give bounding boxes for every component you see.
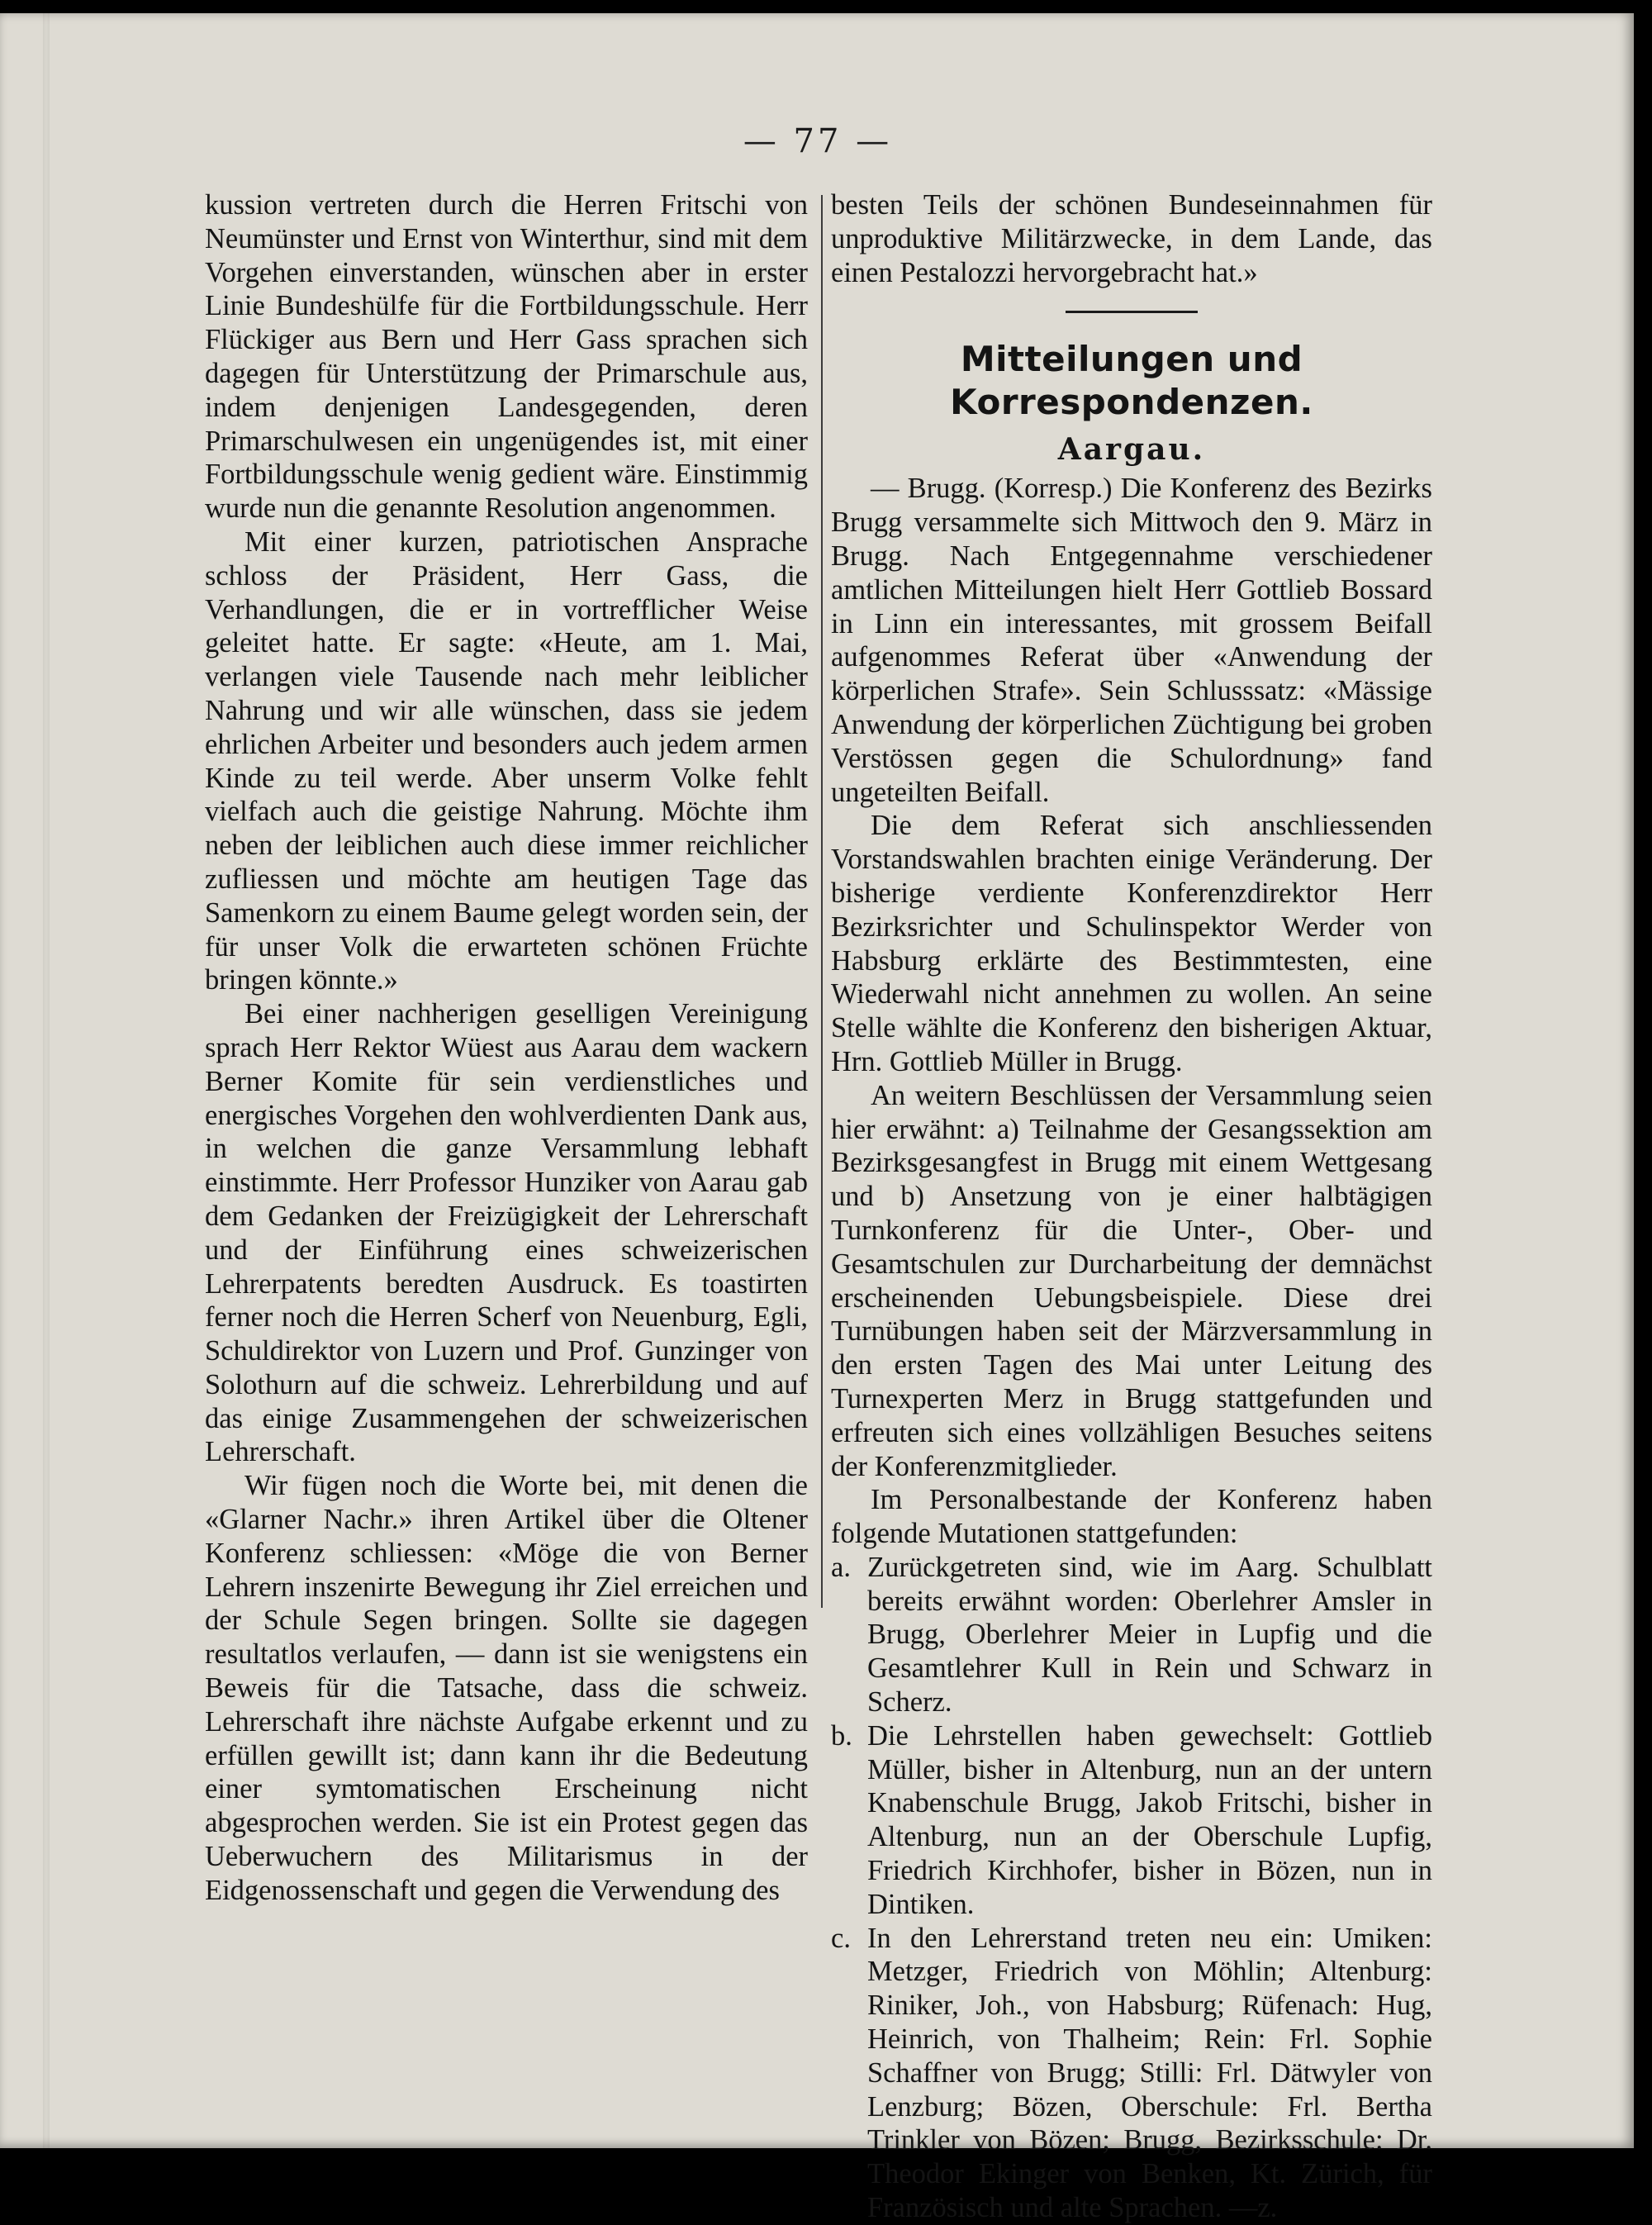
list-item <box>831 1719 1432 1922</box>
subsection-title: Aargau. <box>1057 432 1206 468</box>
paragraph: kussion vertreten durch die Herren Fritschi von Neumünster und Ernst von Winterthur, sind mit dem Vorgehen einverstanden, wünschen aber in erster Linie Bundeshülfe für die Fortbildungsschule. Herr Flückiger aus Bern und Herr Gass sprachen sich dagegen für Unterstützung der Primarschule aus, indem denjenigen Landesgegenden, deren Primarschulwesen ein ungenügendes ist, mit einer Fortbildungsschule wenig gedient wäre. Einstimmig wurde nun die genannte Resolution angenommen. <box>205 189 808 525</box>
list-text: In den Lehrerstand treten neu ein: Umiken: Metzger, Friedrich von Möhlin; Altenburg: Riniker, Joh., von Habsburg; Rüfenach: Hug, Heinrich, von Thalheim; Rein: Frl. Sophie Schaffner von Brugg; Stilli: Frl. Dätwyler von Lenzburg; Bözen, Oberschule: Frl. Bertha Trinkler von Bözen; Brugg, Bezirksschule: Dr. Theodor Ekinger von Benken, Kt. Zürich, für Französisch und alte Sprachen. —z. <box>867 1922 1432 2224</box>
page-number: — 77 — <box>743 122 893 160</box>
list-text: Die Lehrstellen haben gewechselt: Gottlieb Müller, bisher in Altenburg, nun an der untern Knabenschule Brugg, Jakob Fritschi, bisher in Altenburg, nun an der Oberschule Lupfig, Friedrich Kirchhofer, bisher in Bözen, nun in Dintiken. <box>867 1719 1432 1920</box>
list-marker: b. <box>831 1719 852 1752</box>
list-text: Zurückgetreten sind, wie im Aarg. Schulblatt bereits erwähnt worden: Oberlehrer Amsler in Brugg, Oberlehrer Meier in Lupfig und die Gesamtlehrer Kull in Rein und Schwarz in Scherz. <box>867 1551 1432 1719</box>
paragraph: Im Personalbestande der Konferenz haben folgende Mutationen stattgefunden: <box>831 1484 1432 1550</box>
paragraph-continuation: besten Teils der schönen Bundeseinnahmen für unproduktive Militärzwecke, in dem Lande, das einen Pestalozzi hervorgebracht hat.» <box>831 189 1432 288</box>
list-item <box>831 1551 1432 1719</box>
column-divider <box>821 195 823 1608</box>
section-title: Mitteilungen und Korrespondenzen. <box>950 339 1313 423</box>
paragraph: Wir fügen noch die Worte bei, mit denen die «Glarner Nachr.» ihren Artikel über die Oltener Konferenz schliessen: «Möge die von Berner Lehrern inszenirte Bewegung ihr Ziel erreichen und der Schule Segen bringen. Sollte sie dagegen resultatlos verlaufen, — dann ist sie wenigstens ein Beweis für die Tatsache, dass die schweiz. Lehrerschaft ihre nächste Aufgabe erkennt und zu erfüllen gewillt ist; dann kann ihr die Bedeutung einer symtomatischen Erscheinung nicht abgesprochen werden. Sie ist ein Protest gegen das Ueberwuchern des Militarismus in der Eidgenossenschaft und gegen die Verwendung des <box>205 1470 808 1906</box>
left-column <box>205 188 808 1908</box>
binding-fold <box>43 13 50 2148</box>
list-marker: c. <box>831 1922 851 1954</box>
paragraph: — Brugg. (Korresp.) Die Konferenz des Bezirks Brugg versammelte sich Mittwoch den 9. März in Brugg. Nach Entgegennahme verschiedener amtlichen Mitteilungen hielt Herr Gottlieb Bossard in Linn ein interessantes, mit grossem Beifall aufgenommes Referat über «Anwendung der körperlichen Strafe». Sein Schlusssatz: «Mässige Anwendung der körperlichen Züchtigung bei groben Verstössen gegen die Schulordnung» fand ungeteilten Beifall. <box>831 473 1432 808</box>
paragraph: Die dem Referat sich anschliessenden Vorstandswahlen brachten einige Veränderung. Der bisherige verdiente Konferenzdirektor Herr Bezirksrichter und Schulinspektor Werder von Habsburg erklärte des Bestimmtesten, eine Wiederwahl nicht annehmen zu wollen. An seine Stelle wählte die Konferenz den bisherigen Aktuar, Hrn. Gottlieb Müller in Brugg. <box>831 810 1432 1077</box>
paragraph: Mit einer kurzen, patriotischen Ansprache schloss der Präsident, Herr Gass, die Verhandlungen, die er in vortrefflicher Weise geleitet hatte. Er sagte: «Heute, am 1. Mai, verlangen viele Tausende nach mehr leiblicher Nahrung und wir alle wünschen, dass sie jedem ehrlichen Arbeiter und besonders auch jedem armen Kinde zu teil werde. Aber unserm Volke fehlt vielfach auch die geistige Nahrung. Möchte ihm neben der leiblichen auch diese immer reichlicher zufliessen und möchte am heutigen Tage das Samenkorn zu einem Baume gelegt worden sein, der für unser Volk die erwarteten schönen Früchte bringen könnte.» <box>205 525 808 996</box>
list-marker: a. <box>831 1551 851 1583</box>
list-item <box>831 1922 1432 2225</box>
section-rule <box>1066 311 1198 313</box>
paragraph: Bei einer nachherigen geselligen Vereinigung sprach Herr Rektor Wüest aus Aarau dem wackern Berner Komite für sein verdienstliches und energisches Vorgehen den wohlverdienten Dank aus, in welchen die ganze Versammlung lebhaft einstimmte. Herr Professor Hunziker von Aarau gab dem Gedanken der Freizügigkeit der Lehrerschaft und der Einführung eines schweizerischen Lehrerpatents beredten Ausdruck. Es toastirten ferner noch die Herren Scherf von Neuenburg, Egli, Schuldirektor von Luzern und Prof. Gunzinger von Solothurn auf die schweiz. Lehrerbildung und auf das einige Zusammengehen der schweizerischen Lehrerschaft. <box>205 998 808 1468</box>
paragraph: An weitern Beschlüssen der Versammlung seien hier erwähnt: a) Teilnahme der Gesangssektion am Bezirksgesangfest in Brugg mit einem Wettgesang und b) Ansetzung von je einer halbtägigen Turnkonferenz für die Unter-, Ober- und Gesamtschulen zur Durcharbeitung der demnächst erscheinenden Uebungsbeispiele. Diese drei Turnübungen haben seit der Märzversammlung in den ersten Tagen des Mai unter Leitung des Turnexperten Merz in Brugg stattgefunden und erfreuten sich eines vollzähligen Besuches seitens der Konferenzmitglieder. <box>831 1079 1432 1482</box>
right-column <box>831 188 1432 2225</box>
